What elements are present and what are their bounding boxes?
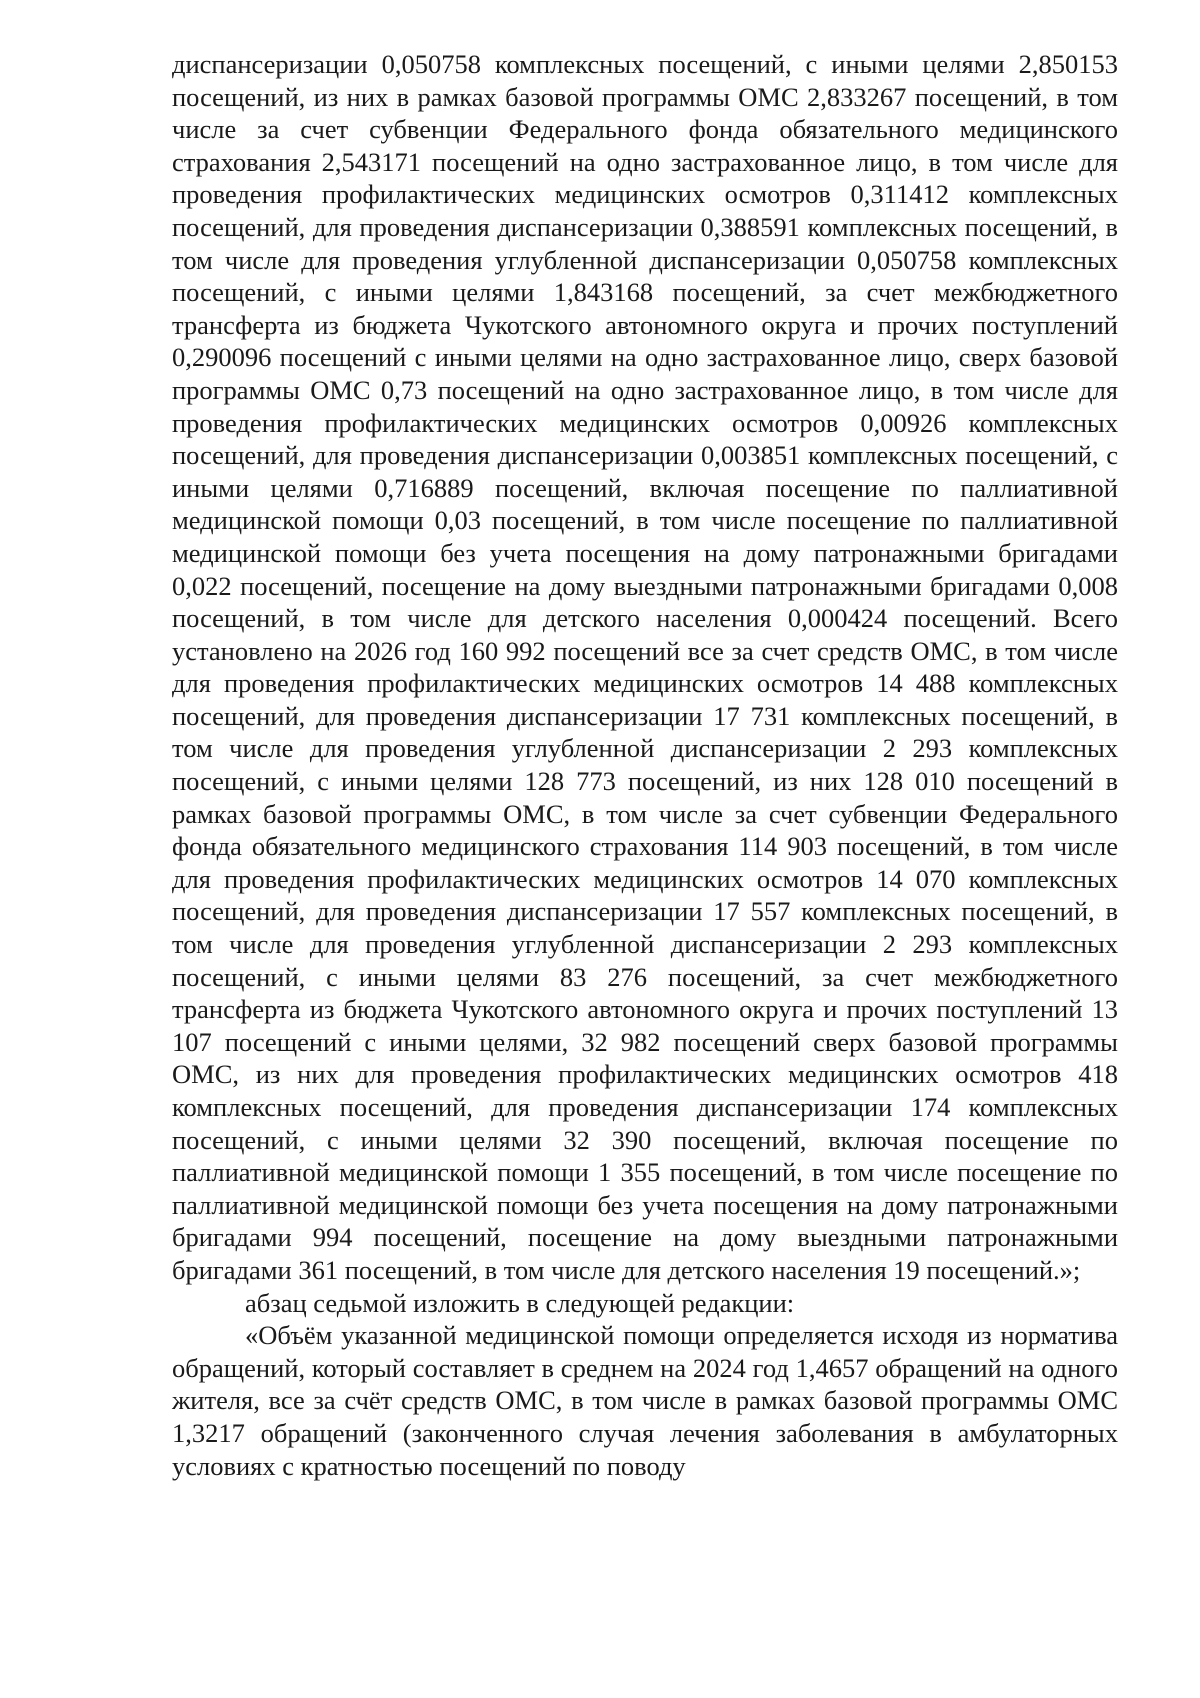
- paragraph-continuation: диспансеризации 0,050758 комплексных посещений, с иными целями 2,850153 посещений, из них в рамках базовой программы ОМС 2,833267 посещений, в том числе за счет субвенции Федерального фонда обязательного медицинского страхования 2,543171 посещений на одно застрахованное лицо, в том числе для проведения профилактических медицинских осмотров 0,311412 комплексных посещений, для проведения диспансеризации 0,388591 комплексных посещений, в том числе для проведения углубленной диспансеризации 0,050758 комплексных посещений, с иными целями 1,843168 посещений, за счет межбюджетного трансферта из бюджета Чукотского автономного округа и прочих поступлений 0,290096 посещений с иными целями на одно застрахованное лицо, сверх базовой программы ОМС 0,73 посещений на одно застрахованное лицо, в том числе для проведения профилактических медицинских осмотров 0,00926 комплексных посещений, для проведения диспансеризации 0,003851 комплексных посещений, с иными целями 0,716889 посещений, включая посещение по паллиативной медицинской помощи 0,03 посещений, в том числе посещение по паллиативной медицинской помощи без учета посещения на дому патронажными бригадами 0,022 посещений, посещение на дому выездными патронажными бригадами 0,008 посещений, в том числе для детского населения 0,000424 посещений. Всего установлено на 2026 год 160 992 посещений все за счет средств ОМС, в том числе для проведения профилактических медицинских осмотров 14 488 комплексных посещений, для проведения диспансеризации 17 731 комплексных посещений, в том числе для проведения углубленной диспансеризации 2 293 комплексных посещений, с иными целями 128 773 посещений, из них 128 010 посещений в рамках базовой программы ОМС, в том числе за счет субвенции Федерального фонда обязательного медицинского страхования 114 903 посещений, в том числе для проведения профилактических медицинских осмотров 14 070 комплексных посещений, для проведения диспансеризации 17 557 комплексных посещений, в том числе для проведения углубленной диспансеризации 2 293 комплексных посещений, с иными целями 83 276 посещений, за счет межбюджетного трансферта из бюджета Чукотского автономного округа и прочих поступлений 13 107 посещений с иными целями, 32 982 посещений сверх базовой программы ОМС, из них для проведения профилактических медицинских осмотров 418 комплексных посещений, для проведения диспансеризации 174 комплексных посещений, с иными целями 32 390 посещений, включая посещение по паллиативной медицинской помощи 1 355 посещений, в том числе посещение по паллиативной медицинской помощи без учета посещения на дому патронажными бригадами 994 посещений, посещение на дому выездными патронажными бригадами 361 посещений, в том числе для детского населения 19 посещений.»;: [172, 49, 1118, 1285]
- paragraph-quote: «Объём указанной медицинской помощи определяется исходя из норматива обращений, который составляет в среднем на 2024 год 1,4657 обращений на одного жителя, все за счёт средств ОМС, в том числе в рамках базовой программы ОМС 1,3217 обращений (законченного случая лечения заболевания в амбулаторных условиях с кратностью посещений по поводу: [172, 1320, 1118, 1481]
- paragraph-instruction: абзац седьмой изложить в следующей редакции:: [245, 1287, 795, 1318]
- document-body: [172, 48, 1118, 1482]
